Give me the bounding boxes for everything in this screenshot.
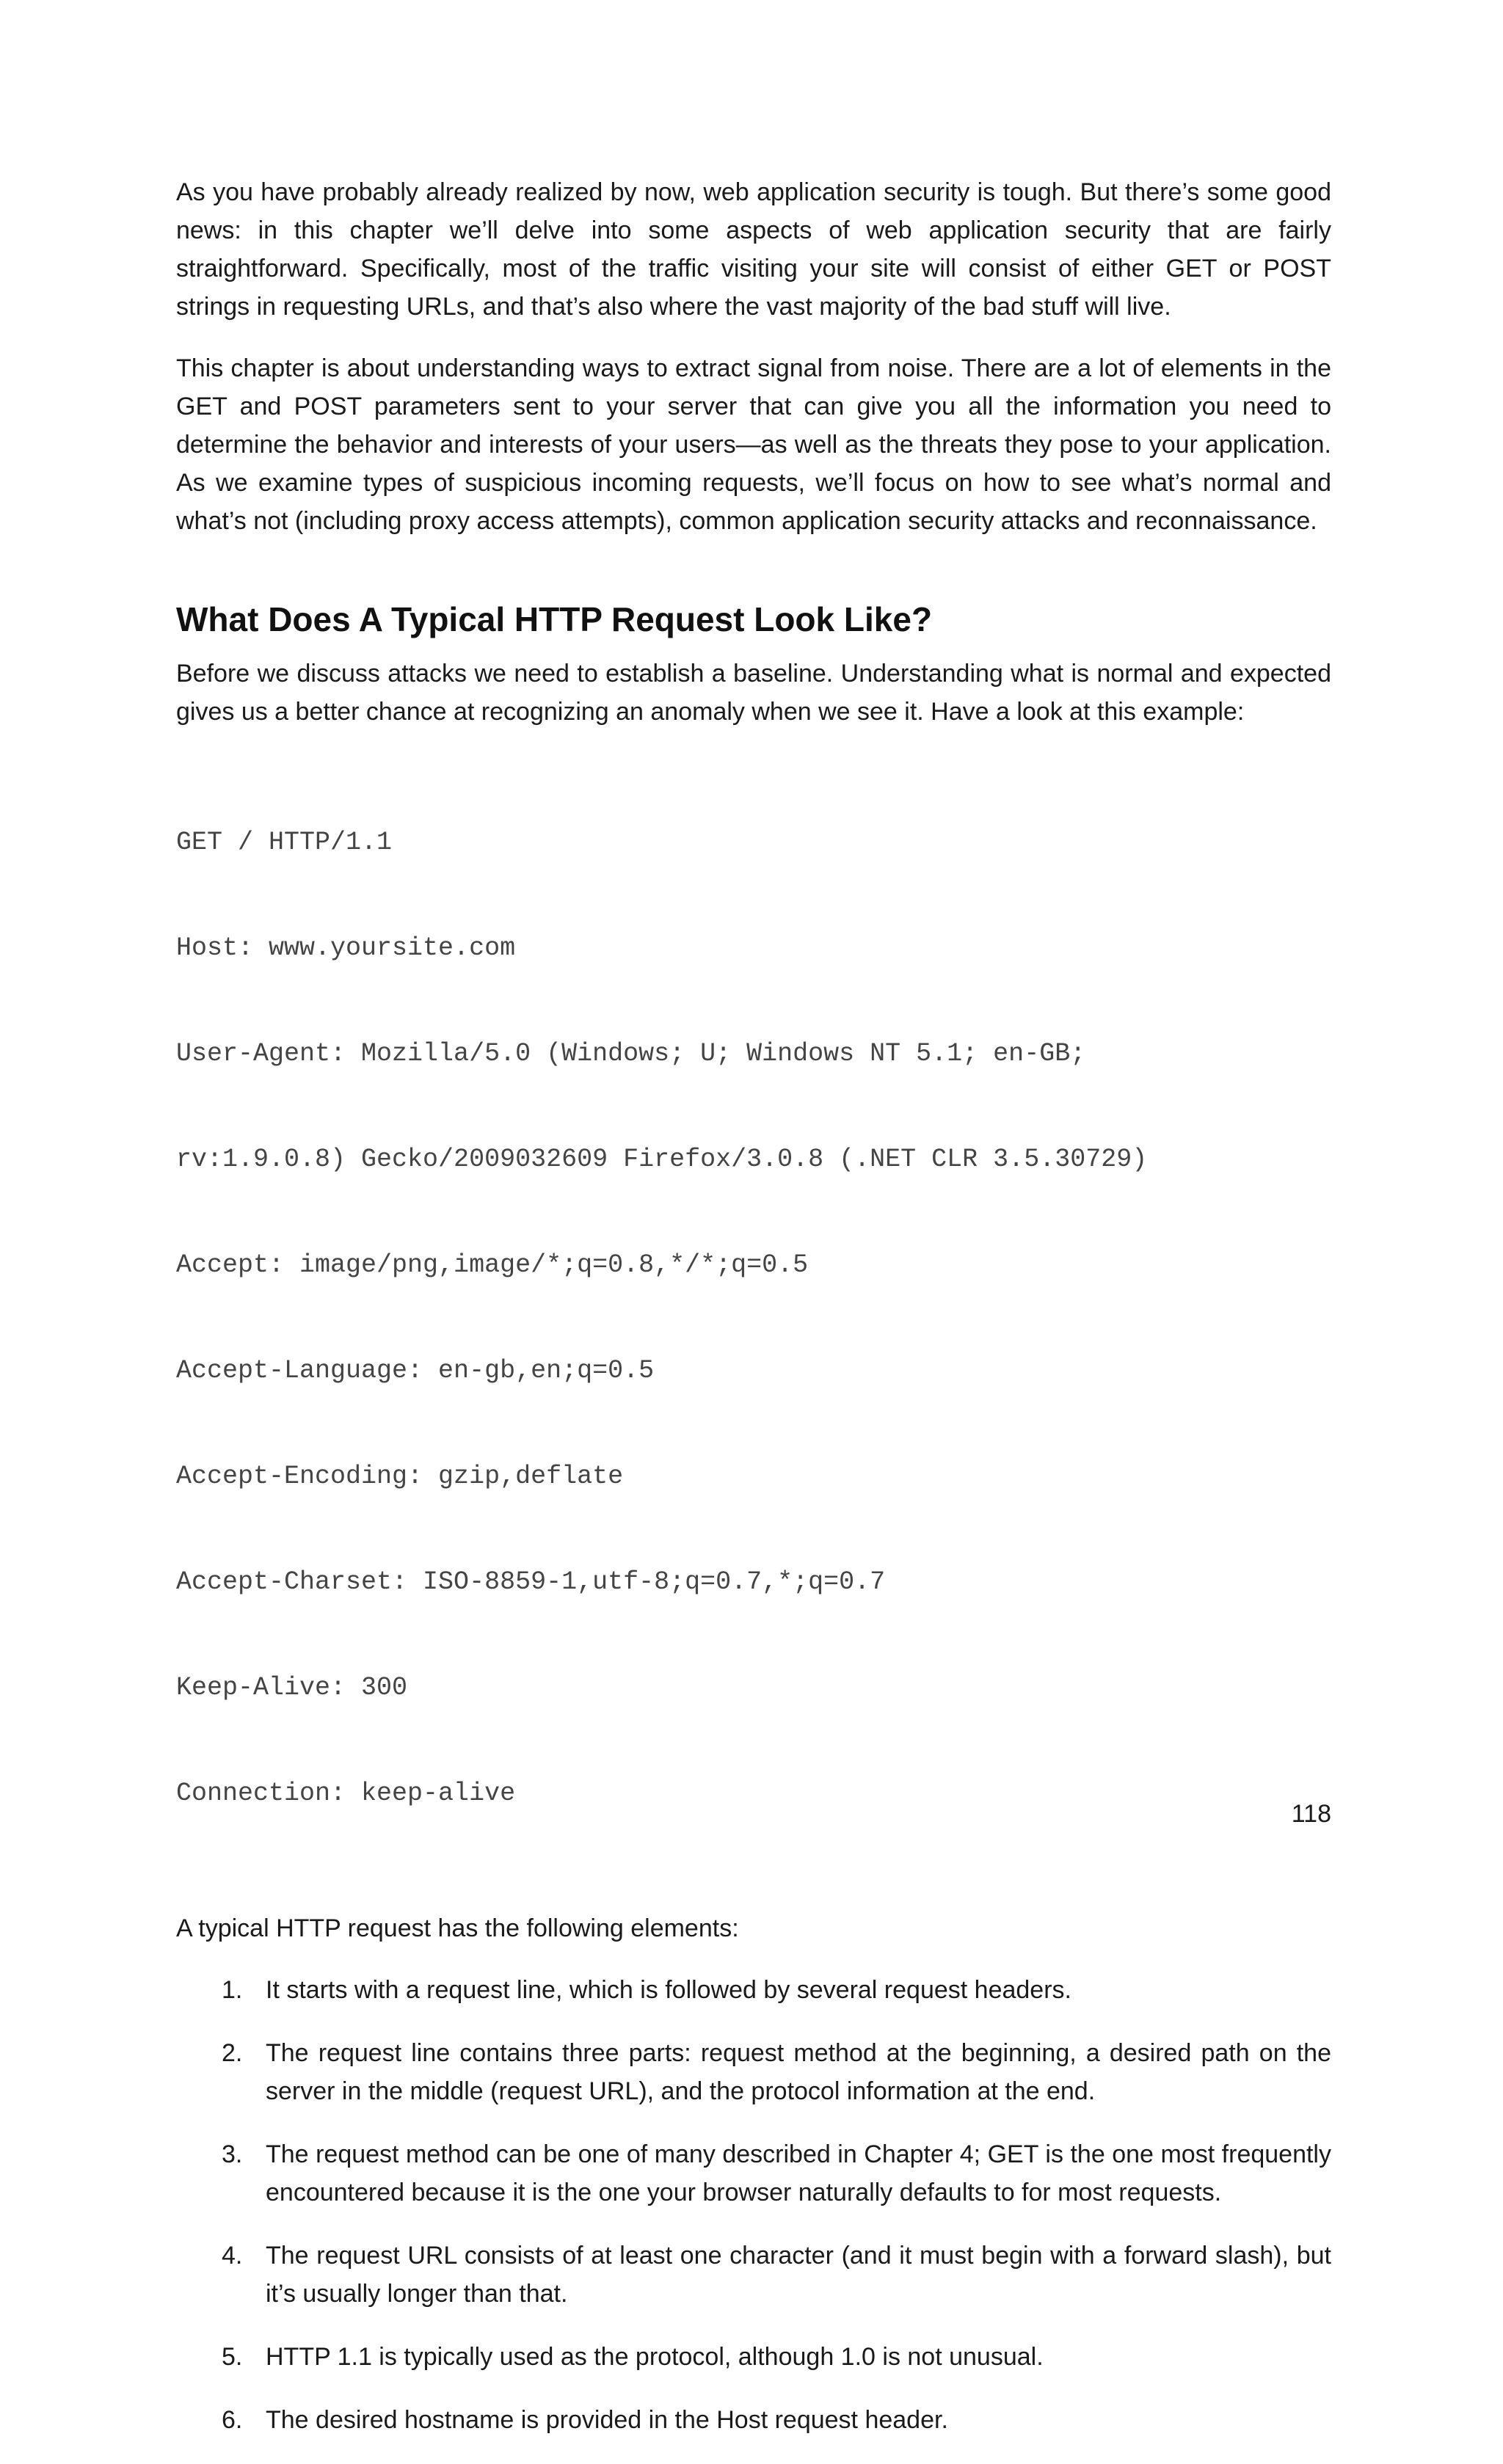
http-request-example [176, 754, 1331, 1881]
code-line: Accept-Language: en-gb,en;q=0.5 [176, 1356, 655, 1385]
code-line: Connection: keep-alive [176, 1779, 516, 1808]
code-line: Keep-Alive: 300 [176, 1673, 408, 1702]
paragraph-baseline: Before we discuss attacks we need to establish a baseline. Understanding what is normal and expected gives us a better chance at recognizing an anomaly when we see it. Have a look at this example: [176, 660, 1331, 726]
code-line: User-Agent: Mozilla/5.0 (Windows; U; Windows NT 5.1; en-GB; [176, 1039, 1086, 1068]
list-item-number: 2. [222, 2039, 243, 2067]
code-line: rv:1.9.0.8) Gecko/2009032609 Firefox/3.0.8 (.NET CLR 3.5.30729) [176, 1145, 1148, 1174]
code-line: Accept: image/png,image/*;q=0.8,*/*;q=0.5 [176, 1250, 809, 1280]
page-number: 118 [1291, 1800, 1331, 1828]
list-item-text: It starts with a request line, which is followed by several request headers. [266, 1976, 1071, 2004]
list-item [176, 2135, 1331, 2212]
list-item [176, 2338, 1331, 2376]
list-item-text: The request URL consists of at least one character (and it must begin with a forward slash), but it’s usually longer than that. [266, 2242, 1331, 2308]
page-body [176, 173, 1331, 2464]
paragraph-signal-noise: This chapter is about understanding ways to extract signal from noise. There are a lot of elements in the GET and POST parameters sent to your server that can give you all the information you need to determine the behavior and interests of your users—as well as the threats they pose to your application. As we examine types of suspicious incoming requests, we’ll focus on how to see what’s normal and what’s not (including proxy access attempts), common application security attacks and reconnaissance. [176, 354, 1331, 535]
list-item-number: 1. [222, 1976, 243, 2004]
list-item [176, 2034, 1331, 2110]
list-item-number: 3. [222, 2140, 243, 2168]
code-line: Accept-Charset: ISO-8859-1,utf-8;q=0.7,*;q=0.7 [176, 1567, 886, 1597]
list-item-text: The desired hostname is provided in the Host request header. [266, 2406, 948, 2434]
list-item [176, 2237, 1331, 2313]
paragraph-intro: As you have probably already realized by now, web application security is tough. But there’s some good news: in this chapter we’ll delve into some aspects of web application security that are fairly straightforward. Specifically, most of the traffic visiting your site will consist of either GET or POST strings in requesting URLs, and that’s also where the vast majority of the bad stuff will live. [176, 178, 1331, 321]
list-item-text: The request method can be one of many described in Chapter 4; GET is the one most frequently encountered because it is the one your browser naturally defaults to for most requests. [266, 2140, 1331, 2206]
paragraph-list-intro: A typical HTTP request has the following elements: [176, 1914, 739, 1942]
http-elements-list [176, 1971, 1331, 2439]
list-item-number: 6. [222, 2406, 243, 2434]
list-item [176, 2401, 1331, 2439]
section-heading: What Does A Typical HTTP Request Look Like? [176, 600, 933, 638]
code-line: Host: www.yoursite.com [176, 933, 516, 963]
code-line: Accept-Encoding: gzip,deflate [176, 1462, 624, 1491]
list-item-text: The request line contains three parts: request method at the beginning, a desired path on the server in the middle (request URL), and the protocol information at the end. [266, 2039, 1331, 2105]
list-item-text: HTTP 1.1 is typically used as the protocol, although 1.0 is not unusual. [266, 2343, 1044, 2371]
code-line: GET / HTTP/1.1 [176, 828, 393, 857]
list-item [176, 1971, 1331, 2009]
list-item-number: 4. [222, 2242, 243, 2270]
list-item-number: 5. [222, 2343, 243, 2371]
